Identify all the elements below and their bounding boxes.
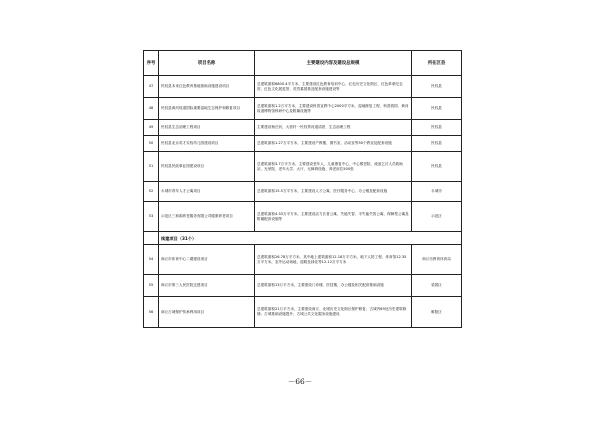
row-no: 54: [144, 245, 159, 275]
row-name: 民权县本来红色教育基地基础设施建设项目: [159, 76, 255, 98]
row-content: 总建筑面积13万平方米，主要建设门诊楼、医技楼、办公楼及相关配套基础设施: [255, 275, 412, 297]
row-content: 总建筑面积6800.4平方米，主要建设红色教育培训中心、红色历史文化街区、红色革命纪念馆、红色文化展览馆、英烈墓园基及配套设施建设等: [255, 76, 412, 98]
row-no: 48: [144, 98, 159, 120]
row-content: 总建筑面积1.2万平方米，主要建设科普宣教中心2000平方米，湿地修复工程、科普游园、黄河故道博物馆科研中心及附属设施等: [255, 98, 412, 120]
header-content: 主要建设内容及建设总规模: [255, 51, 412, 76]
row-location: 商丘市教育体育局: [412, 245, 462, 275]
row-no: 53: [144, 202, 159, 232]
row-location: 民权县: [412, 120, 462, 136]
row-location: 永城市: [412, 182, 462, 202]
row-no: 47: [144, 76, 159, 98]
row-content: 总建筑面积1.27万平方米，主要建设产教楼、图书室、活动室等50个教室及配套设施: [255, 136, 412, 152]
row-name: 商丘古城保护传承利用项目: [159, 297, 255, 328]
row-content: 总建筑面积15.5万平方米，主要建设人才公寓、医疗服务中心、办公楼及配套设施: [255, 182, 412, 202]
row-name: 民权县黄河故道国际重要湿地生态保护和修复项目: [159, 98, 255, 120]
row-name: 示范区三和源养老服务有限公司健康养老项目: [159, 202, 255, 232]
table-row: [144, 202, 462, 232]
row-content: 总建筑面积26.78万平方米，其中地上建筑面积12.18万平方米，地下人防工程、体育馆12.35万平方米，室外运动场地、道路及绿化等12.12万平方米: [255, 245, 412, 275]
row-no: 51: [144, 152, 159, 182]
row-name: 民权县生态治理工程项目: [159, 120, 255, 136]
row-content: 主要建设杨庄河、大营村一民权界河道清淤、生态治理工程: [255, 120, 412, 136]
row-no: 49: [144, 120, 159, 136]
section-row: [144, 232, 462, 245]
table-row: [144, 136, 462, 152]
row-content: 总建筑面积21万平方米，主要建设商丘、北城历史文化街区保护修复；古城内69处历史建筑修缮；古城基础设施提升；古城公共文化服务设施建设: [255, 297, 412, 328]
table-row: [144, 120, 462, 136]
row-name: 商丘市第三人民医院迁建项目: [159, 275, 255, 297]
table-header-row: [144, 51, 462, 76]
header-name: 项目名称: [159, 51, 255, 76]
header-location: 所在区县: [412, 51, 462, 76]
row-location: 民权县: [412, 98, 462, 120]
row-name: 永城市青年人才公寓项目: [159, 182, 255, 202]
table-row: [144, 98, 462, 120]
table-row: [144, 245, 462, 275]
row-no: 52: [144, 182, 159, 202]
header-no: 序号: [144, 51, 159, 76]
row-no: 56: [144, 297, 159, 328]
row-name: 民权县民政事业园建设项目: [159, 152, 255, 182]
section-spacer: [144, 232, 159, 245]
table-row: [144, 182, 462, 202]
table-row: [144, 152, 462, 182]
row-content: 总建筑面积3.7万平方米，主要建设老年人、儿童康复中心、中心敬老院、流浪乞讨人员救助站、光荣院、老年大学、大厅、无障碍设施、养老床位500张: [255, 152, 412, 182]
row-location: 民权县: [412, 152, 462, 182]
row-no: 55: [144, 275, 159, 297]
table-row: [144, 275, 462, 297]
row-content: 总建筑面积4.33万平方米，主要建设活力长者公寓、失能失智、半失能失智公寓、保障型公寓及附属配套设施等: [255, 202, 412, 232]
row-no: 50: [144, 136, 159, 152]
project-table: [143, 50, 462, 328]
section-label: 续建项目（31个）: [159, 232, 462, 245]
row-location: 示范区: [412, 202, 462, 232]
row-location: 民权县: [412, 76, 462, 98]
row-location: 民权县: [412, 136, 462, 152]
row-name: 民权县北京英才实验幼儿园建设项目: [159, 136, 255, 152]
row-name: 商丘市体育中心二期建设项目: [159, 245, 255, 275]
page-number: －66－: [287, 377, 313, 386]
row-location: 梁园区: [412, 275, 462, 297]
row-location: 睢阳区: [412, 297, 462, 328]
table-row: [144, 297, 462, 328]
table-row: [144, 76, 462, 98]
